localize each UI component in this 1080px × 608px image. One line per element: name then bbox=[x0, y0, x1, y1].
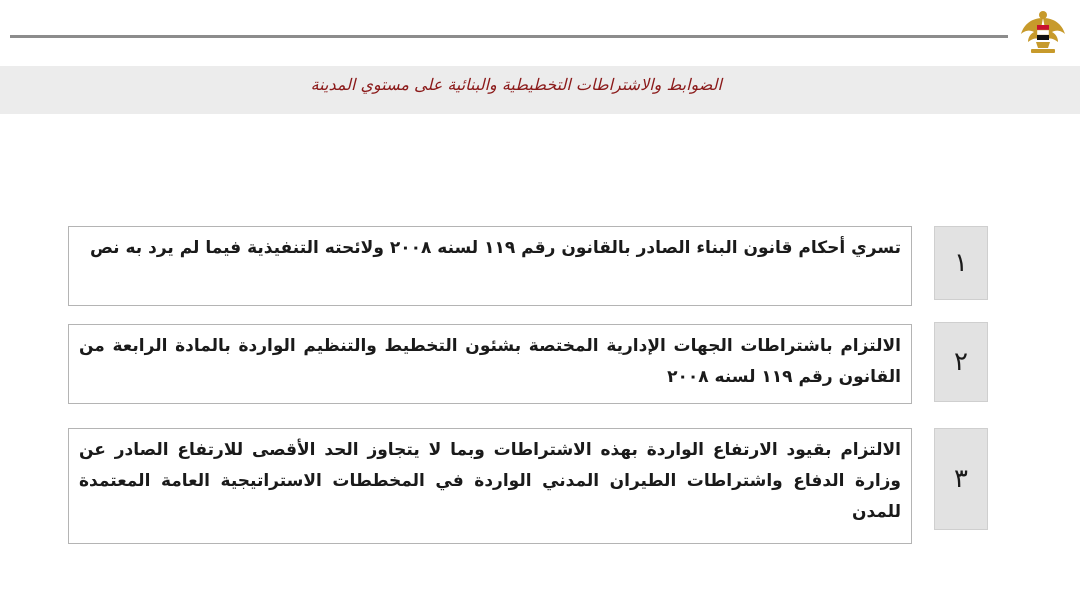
row-1-text: تسري أحكام قانون البناء الصادر بالقانون رقم ١١٩ لسنه ٢٠٠٨ ولائحته التنفيذية فيما لم يرد به نص bbox=[89, 238, 901, 258]
title-band bbox=[0, 66, 1080, 114]
row-3-text: الالتزام بقيود الارتفاع الواردة بهذه الاشتراطات وبما لا يتجاوز الحد الأقصى للارتفاع الصادر عن وزارة الدفاع واشتراطات الطيران المدني الواردة في المخططات الاستراتيجية العامة المعتمدة للمدن bbox=[79, 440, 901, 522]
row-3-number: ٣ bbox=[954, 464, 968, 494]
row-1-number: ١ bbox=[954, 248, 968, 278]
row-3-number-box bbox=[934, 428, 988, 530]
row-1-text-box bbox=[68, 226, 912, 306]
row-2-number-box bbox=[934, 322, 988, 402]
row-2-number: ٢ bbox=[954, 347, 968, 377]
row-2-text: الالتزام باشتراطات الجهات الإدارية المختصة بشئون التخطيط والتنظيم الواردة بالمادة الرابعة من القانون رقم ١١٩ لسنه ٢٠٠٨ bbox=[79, 336, 901, 387]
egypt-eagle-emblem-icon bbox=[1018, 8, 1068, 56]
top-divider bbox=[10, 35, 1008, 38]
row-1-number-box bbox=[934, 226, 988, 300]
page-title: الضوابط والاشتراطات التخطيطية والبنائية على مستوي المدينة bbox=[310, 75, 722, 94]
row-3-text-box bbox=[68, 428, 912, 544]
row-2-text-box bbox=[68, 324, 912, 404]
